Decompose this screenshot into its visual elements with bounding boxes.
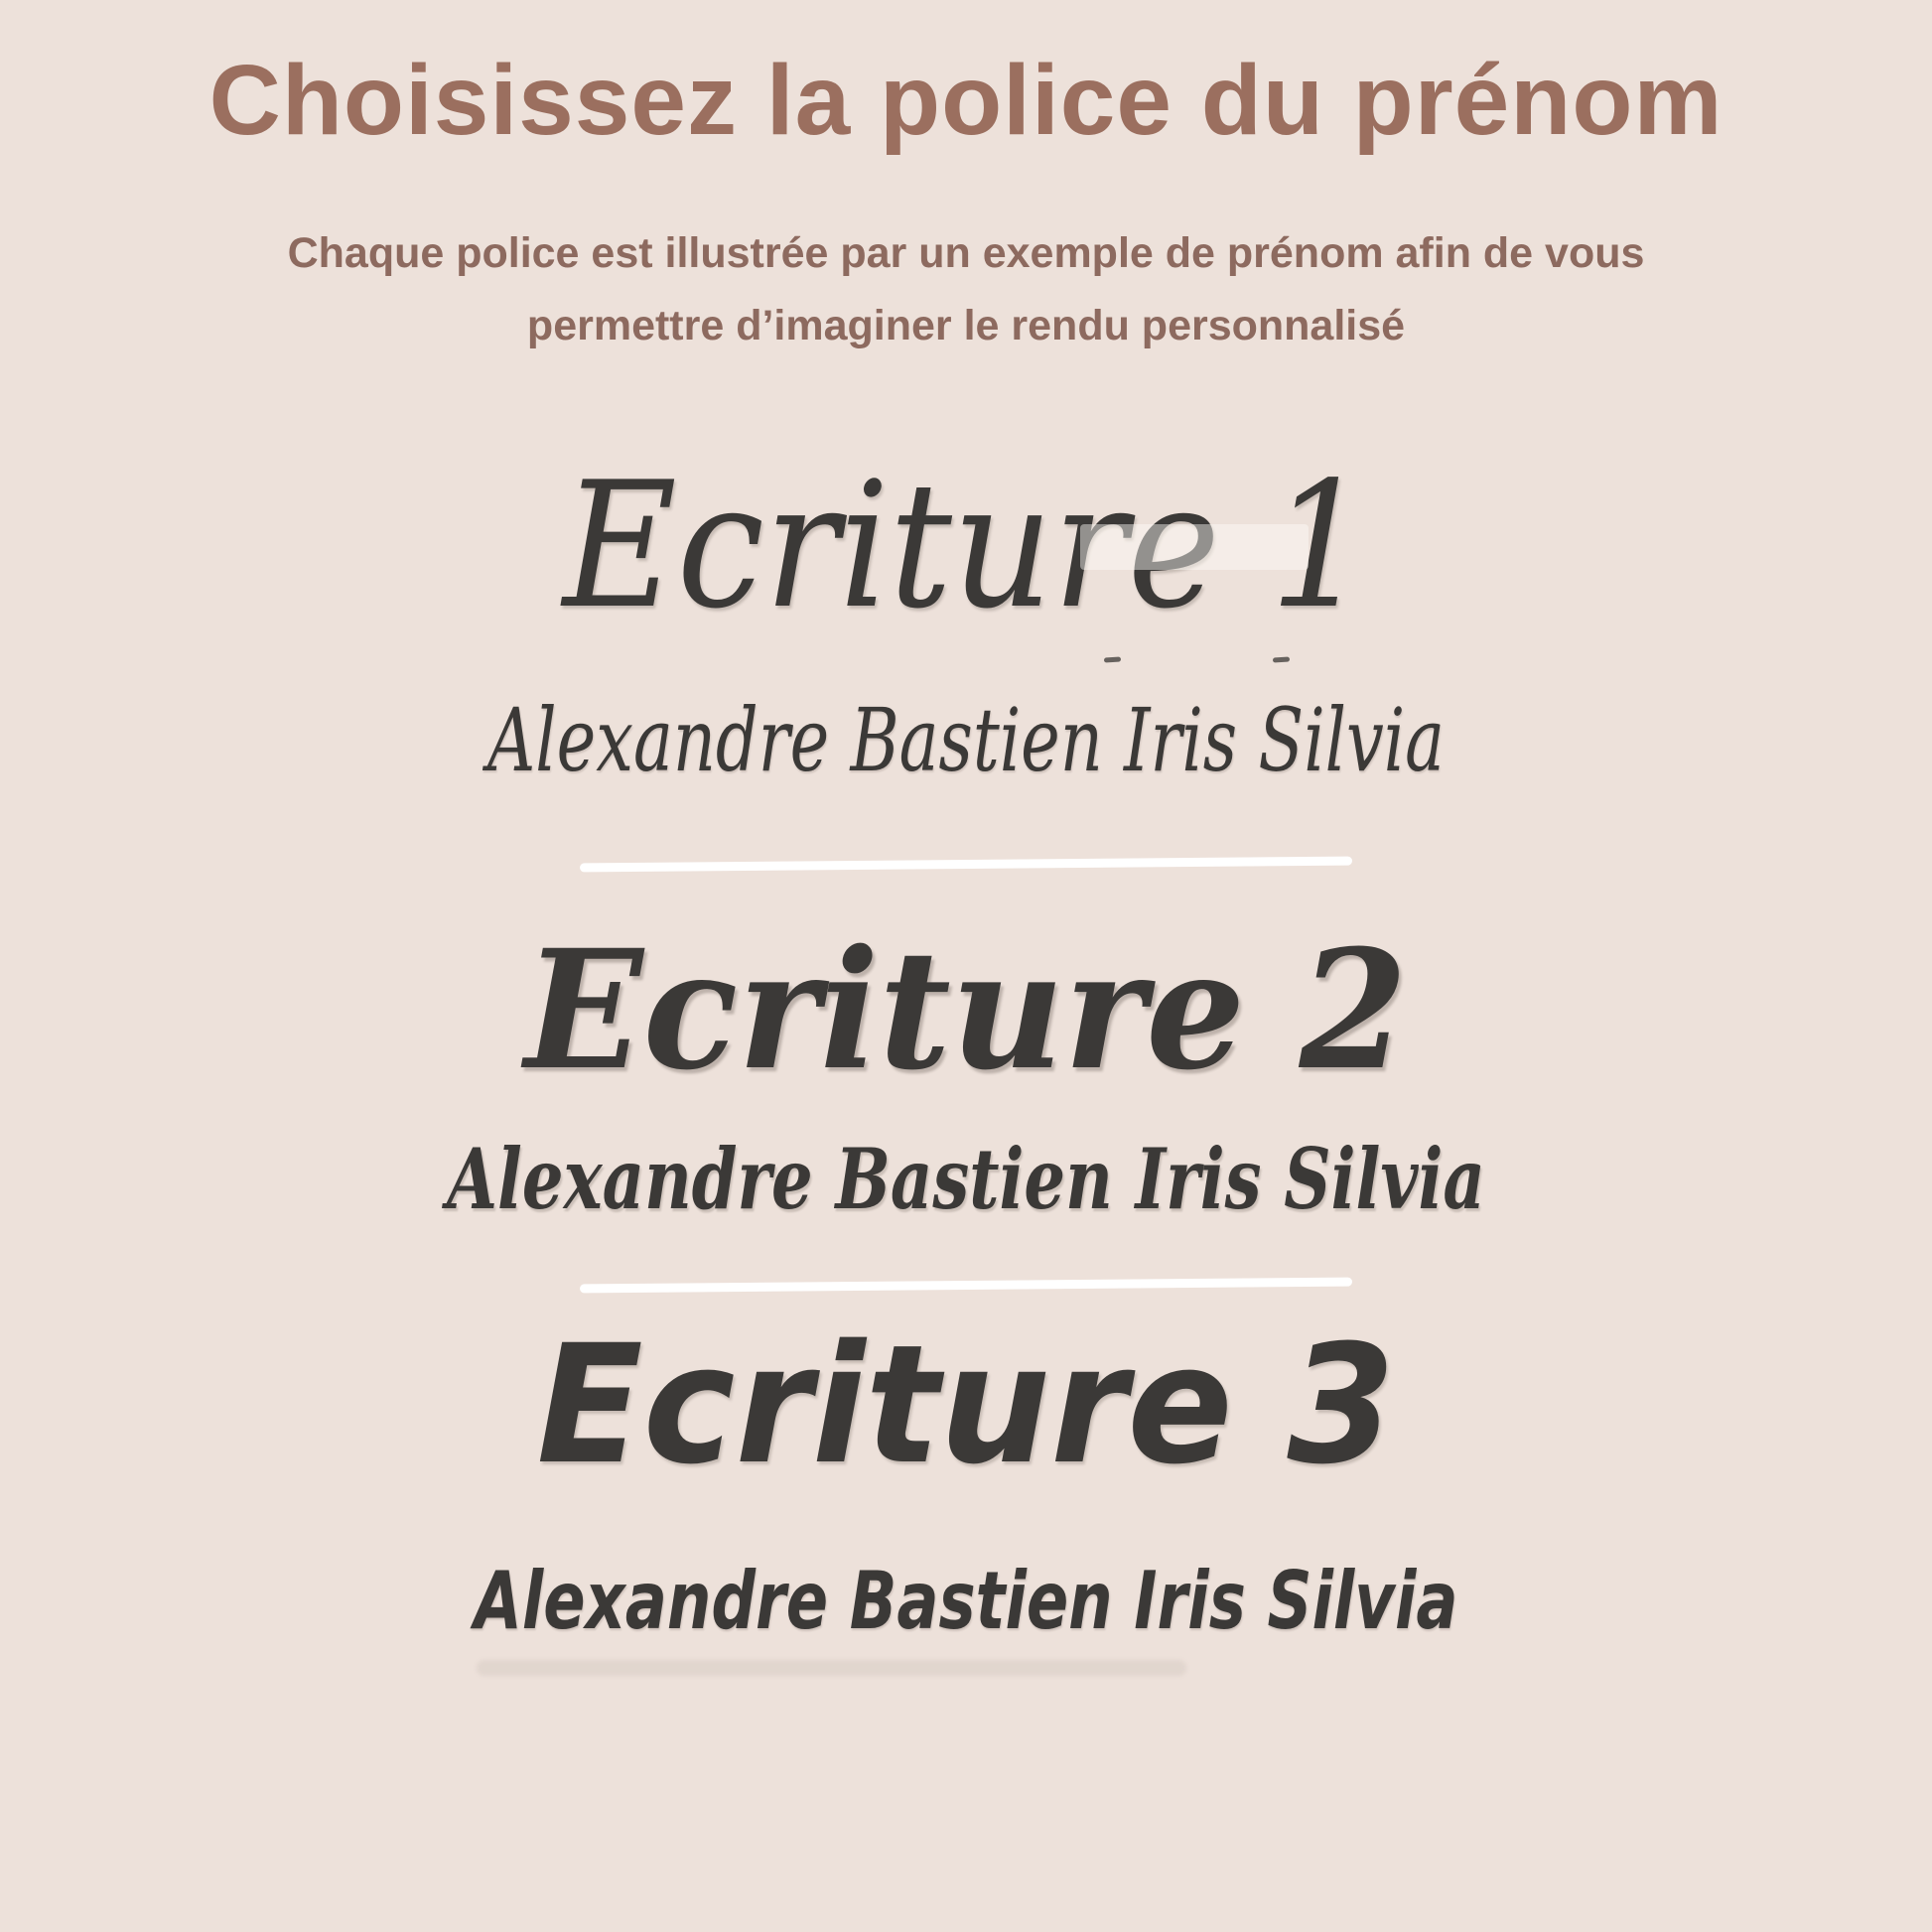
section-divider (580, 856, 1352, 872)
page-subtitle-line-1: Chaque police est illustrée par un exemple de prénom afin de vous (287, 229, 1645, 277)
font-option-3-sample-names: Alexandre Bastien Iris Silvia (474, 1554, 1458, 1647)
artifact-smudge (477, 1660, 1186, 1676)
page-title: Choisissez la police du prénom (208, 45, 1724, 156)
page-subtitle-line-2: permettre d’imaginer le rendu personnalisé (526, 302, 1406, 350)
section-divider (580, 1277, 1352, 1293)
font-option-2-name: Ecriture 2 (524, 912, 1408, 1106)
font-option-1-name: Ecriture 1 (562, 446, 1370, 648)
font-option-3-name: Ecriture 3 (536, 1309, 1396, 1500)
page-subtitle (122, 217, 1810, 362)
font-option-1-sample-names: Alexandre Bastien Iris Silvia (486, 689, 1446, 792)
font-option-2-sample-names: Alexandre Bastien Iris Silvia (447, 1129, 1485, 1228)
font-option-ecriture-1[interactable] (0, 447, 1932, 798)
artifact-light-patch (1080, 524, 1309, 570)
font-option-ecriture-3[interactable] (0, 1311, 1932, 1653)
font-option-ecriture-2[interactable] (0, 912, 1932, 1233)
